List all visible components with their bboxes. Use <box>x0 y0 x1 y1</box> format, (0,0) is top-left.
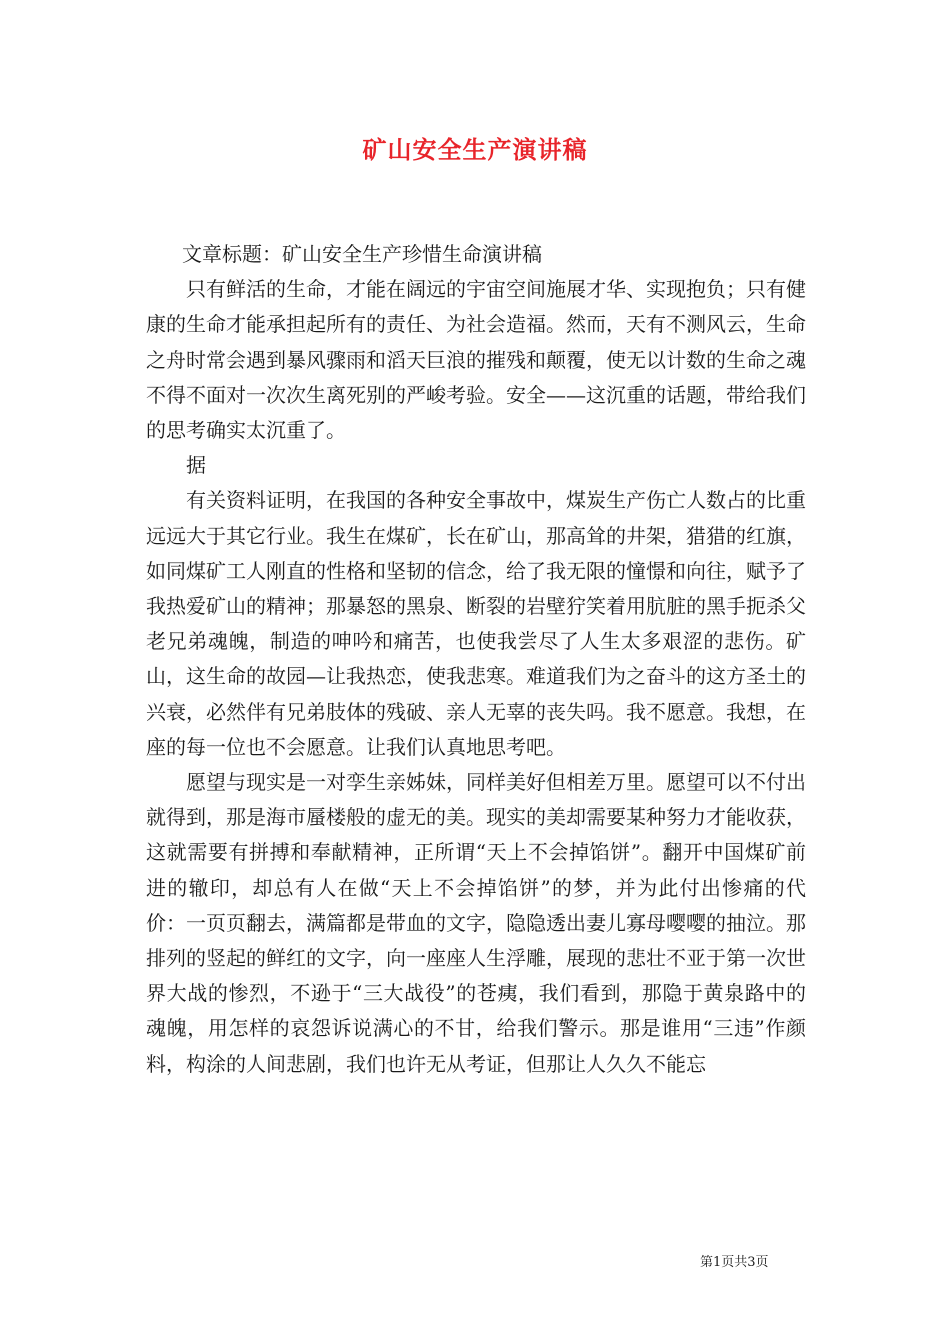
paragraph-3: 有关资料证明，在我国的各种安全事故中，煤炭生产伤亡人数占的比重远远大于其它行业。我生在煤矿，长在矿山，那高耸的井架，猎猎的红旗，如同煤矿工人刚直的性格和坚韧的信念，给了我无限的憧憬和向往，赋予了我热爱矿山的精神；那暴怒的黑泉、断裂的岩壁狞笑着用肮脏的黑手扼杀父老兄弟魂魄，制造的呻吟和痛苦，也使我尝尽了人生太多艰涩的悲伤。矿山，这生命的故园—让我热恋，使我悲寒。难道我们为之奋斗的这方圣土的兴衰，必然伴有兄弟肢体的残破、亲人无辜的丧失吗。我不愿意。我想，在座的每一位也不会愿意。让我们认真地思考吧。 <box>146 488 806 759</box>
paragraph-2: 据 <box>186 453 206 478</box>
page-number-footer: 第1页共3页 <box>700 1255 769 1270</box>
article-heading-line: 文章标题：矿山安全生产珍惜生命演讲稿 <box>182 242 542 266</box>
paragraph-4: 愿望与现实是一对孪生亲姊妹，同样美好但相差万里。愿望可以不付出就得到，那是海市蜃楼般的虚无的美。现实的美却需要某种努力才能收获，这就需要有拼搏和奉献精神，正所谓“天上不会掉馅饼”。翻开中国煤矿前进的辙印，却总有人在做“天上不会掉馅饼”的梦，并为此付出惨痛的代价：一页页翻去，满篇都是带血的文字，隐隐透出妻儿寡母嘤嘤的抽泣。那排列的竖起的鲜红的文字，向一座座人生浮雕，展现的悲壮不亚于第一次世界大战的惨烈，不逊于“三大战役”的苍痍，我们看到，那隐于黄泉路中的魂魄，用怎样的哀怨诉说满心的不甘，给我们警示。那是谁用“三违”作颜料，构涂的人间悲剧，我们也许无从考证，但那让人久久不能忘 <box>146 770 806 1076</box>
document-title: 矿山安全生产演讲稿 <box>362 135 588 164</box>
paragraph-1: 只有鲜活的生命，才能在阔远的宇宙空间施展才华、实现抱负；只有健康的生命才能承担起所有的责任、为社会造福。然而，天有不测风云，生命之舟时常会遇到暴风骤雨和滔天巨浪的摧残和颠覆，使无以计数的生命之魂不得不面对一次次生离死别的严峻考验。安全——这沉重的话题，带给我们的思考确实太沉重了。 <box>146 277 806 443</box>
document-body <box>146 237 806 1082</box>
